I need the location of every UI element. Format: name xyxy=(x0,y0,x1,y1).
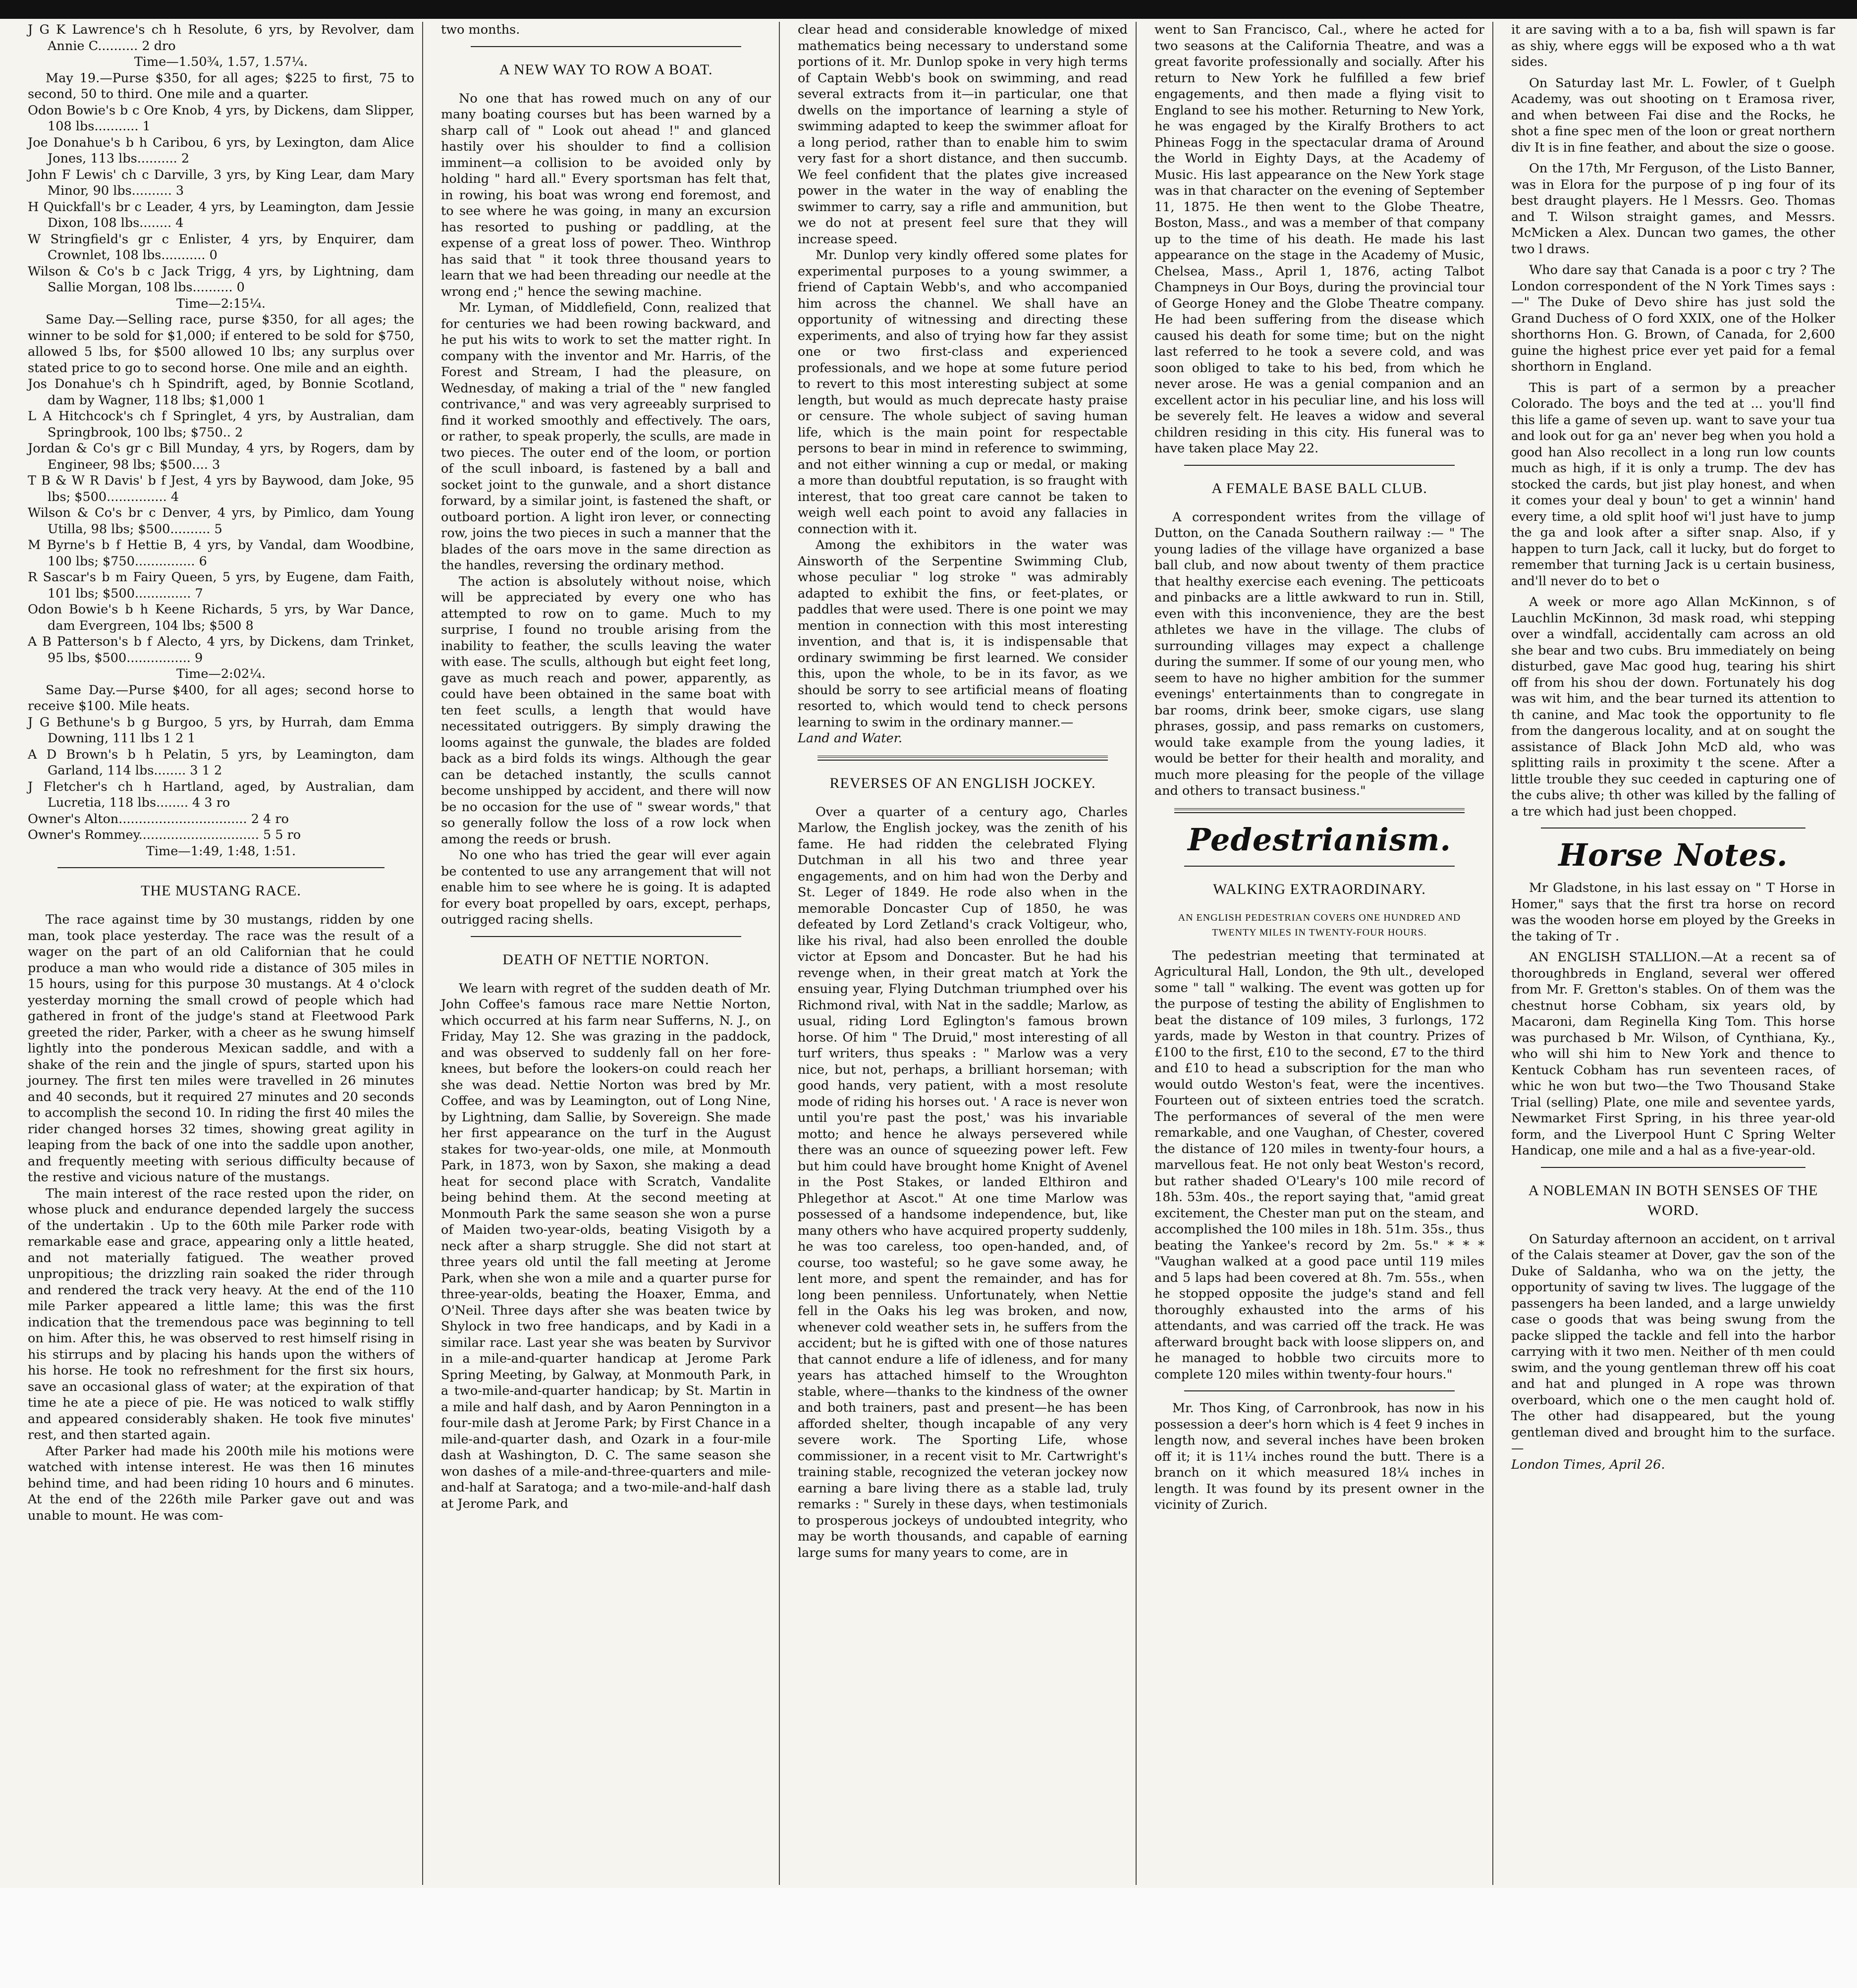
article-source: London Times, April 26. xyxy=(1511,1457,1665,1472)
race-entry: M Byrne's b f Hettie B, 4 yrs, by Vandal, dam Woodbine, 100 lbs; $750............... 6 xyxy=(28,538,414,569)
article-paragraph: clear head and considerable knowledge of mixed mathematics being necessary to understand some portions of it. Mr. Dunlop spoke in very high terms of Captain Webb's book on swimming, and read several extracts from it—in particular, one that dwells on the importance of learning a style of swimming adapted to keep the swimmer afloat for a long period, rather than to enable him to swim very fast for a short distance, and then succumb. We feel confident that the plates give increased power in the water in the way of enabling the swimmer to carry, say a rifle and ammunition, but we do not at present feel sure that they will increase speed. xyxy=(798,22,1128,247)
article-paragraph: AN ENGLISH STALLION.—At a recent sa of thoroughbreds in England, several wer offered from Mr. F. Gretton's stables. On of them was the chestnut horse Cobham, six years old, by Macaroni, dam Reginella King Tom. This horse was purchased b Mr. Wilson, of Cynthiana, Ky., who will shi him to New York and thence to Kentuck Cobham has run seventeen races, of whic he won but two—the Two Thousand Stake Trial (selling) Plate, one mile and seventee yards, Newmarket First Spring, in his three year-old form, and the Liverpool Hunt C Spring Welter Handicap, one mile and a hal as a five-year-old. xyxy=(1511,950,1835,1158)
race-entry: Jos Donahue's ch h Spindrift, aged, by Bonnie Scotland, dam by Wagner, 118 lbs; $1,000 1 xyxy=(28,377,414,408)
article-paragraph: Mr. Dunlop very kindly offered some plates for experimental purposes to a young swimmer, a friend of Captain Webb's, and who accompanied him across the channel. We shall have an opportunity of witnessing and directing these experiments, and also of trying how far they assist one or two first-class and experienced professionals, and we hope at some future period to revert to this most interesting subject at some length, but would as much deprecate hasty praise or censure. The whole subject of saving human life, which is the main point for respectable persons to bear in mind in reference to swimming, and not either winning a cup or medal, or making a more than doubtful reputation, is so fraught with interest, that too great care cannot be taken to weigh well each point to avoid any fallacies in connection with it. xyxy=(798,248,1128,537)
section-title-pedestrianism: Pedestrianism. xyxy=(1188,821,1451,858)
columns-container xyxy=(20,22,1843,1885)
article-paragraph: Who dare say that Canada is a poor c try ? The London correspondent of the N York Times says :—" The Duke of Devo shire has just sold the Grand Duchess of O ford XXIX, one of the Holker shorthorns Hon. G. Brown, of Canada, for 2,600 guine the highest price ever yet paid for a femal shorthorn in England. xyxy=(1511,263,1835,374)
article-headline: WALKING EXTRAORDINARY. xyxy=(1213,881,1426,897)
race-time: Time—2:02¼. xyxy=(176,666,266,681)
column-4 xyxy=(1147,22,1493,1885)
article-paragraph: On Saturday afternoon an accident, on t arrival of the Calais steamer at Dover, gav the son of the Duke of Saldanha, who wa on the jetty, the opportunity of saving tw lives. The luggage of the passengers ha been landed, and a large unwieldy case o goods that was being swung from the packe slipped the tackle and fell into the harbor carrying with it two men. Neither of th men could swim, and the young gentleman threw off his coat and hat and plunged in A rope was thrown overboard, which one o the men caught hold of. The other had disappeared, but the young gentleman dived and brought him to the surface.— xyxy=(1511,1231,1835,1456)
section-rule xyxy=(471,46,741,47)
column-3 xyxy=(790,22,1137,1885)
article-paragraph: No one that has rowed much on any of our many boating courses but has been warned by a sharp call of " Look out ahead !" and glanced hastily over his shoulder to find a collision imminent—a collision to be avoided only by holding " hard all." Every sportsman has felt that, in rowing, his boat was wrong end foremost, and to see where he was going, in many an excursion has resorted to pushing or paddling, at the expense of a great loss of power. Theo. Winthrop has said that " it took three thousand years to learn that we had been threading our needle at the wrong end ;" hence the sewing machine. xyxy=(441,91,771,299)
race-entry: Wilson & Co's b c Jack Trigg, 4 yrs, by Lightning, dam Sallie Morgan, 108 lbs.......... 0 xyxy=(28,264,414,295)
article-headline: REVERSES OF AN ENGLISH JOCKEY. xyxy=(829,774,1096,791)
race-entry: J G Bethune's b g Burgoo, 5 yrs, by Hurrah, dam Emma Downing, 111 lbs 1 2 1 xyxy=(28,715,414,746)
race-description: May 19.—Purse $350, for all ages; $225 to first, 75 to second, 50 to third. One mile and a quarter. xyxy=(28,70,414,102)
race-entry: H Quickfall's br c Leader, 4 yrs, by Leamington, dam Jessie Dixon, 108 lbs........ 4 xyxy=(28,199,414,230)
race-entry: T B & W R Davis' b f Jest, 4 yrs by Baywood, dam Joke, 95 lbs; $500............... 4 xyxy=(28,473,414,504)
race-entry: J Fletcher's ch h Hartland, aged, by Australian, dam Lucretia, 118 lbs........ 4 3 ro xyxy=(28,779,414,810)
column-1 xyxy=(20,22,423,1885)
race-entry: Odon Bowie's b c Ore Knob, 4 yrs, by Dickens, dam Slipper, 108 lbs........... 1 xyxy=(28,103,414,134)
article-continuation: two months. xyxy=(441,22,520,37)
article-paragraph: The main interest of the race rested upon the rider, on whose pluck and endurance depended largely the success of the undertakin . Up to the 60th mile Parker rode with remarkable ease and grace, appearing only a little heated, and not materially fatigued. The weather proved unpropitious; the drizzling rain soaked the rider through and rendered the track very heavy. At the end of the 110 mile Parker appeared a little lame; this was the first indication that the tremendous pace was beginning to tell on him. After this, he was observed to rest himself rising in his stirrups and by placing his hands upon the withers of his horse. He took no refreshment for the first six hours, save an occasional glass of water; at the expiration of that time he ate a piece of pie. He was noticed to walk stiffly and appeared considerably shaken. He took five minutes' rest, and then started again. xyxy=(28,1186,414,1442)
section-rule xyxy=(1184,465,1455,466)
race-entry: Owner's Alton................................ 2 4 ro xyxy=(28,811,289,827)
article-paragraph: went to San Francisco, Cal., where he acted for two seasons at the California Theatre, and was a great favorite professionally and socially. After his return to New York he fulfilled a few brief engagements, and then made a flying visit to England to see his mother. Returning to New York, he was engaged by the Kiralfy Brothers to act Phineas Fogg in the spectacular drama of Around the World in Eighty Days, at the Academy of Music. His last appearance on the New York stage was in that character on the evening of September 11, 1875. He then went to the Globe Theatre, Boston, Mass., and was a member of that company up to the time of his death. He made his last appearance on the stage in the Academy of Music, Chelsea, Mass., April 1, 1876, acting Talbot Champneys in Our Boys, during the provincial tour of George Honey and the Globe Theatre company. He had been suffering from the disease which caused his death for some time; but on the night last referred to he took a severe cold, and was soon obliged to take to his bed, from which he never arose. He was a genial companion and an excellent actor in his peculiar line, and his loss will be severely felt. He leaves a widow and several children residing in this city. His funeral was to have taken place May 22. xyxy=(1154,22,1484,456)
double-rule xyxy=(1174,808,1465,813)
race-entry: Joe Donahue's b h Caribou, 6 yrs, by Lexington, dam Alice Jones, 113 lbs.......... 2 xyxy=(28,135,414,166)
top-border-rule xyxy=(0,0,1857,19)
article-paragraph: Mr. Thos King, of Carronbrook, has now in his possession a deer's horn which is 4 feet 9 inches in length now, and several inches have been broken off it; it is 11¼ inches round the butt. There is a branch on it which measured 18¼ inches in length. It was found by its present owner in the vicinity of Zurich. xyxy=(1154,1401,1484,1512)
article-paragraph: The action is absolutely without noise, which will be appreciated by every one who has attempted to row on to game. Much to my surprise, I found no trouble arising from the inability to feather, the sculls leaving the water with ease. The sculls, although but eight feet long, gave as much reach and power, apparently, as could have been obtained in the same boat with ten feet sculls, a length that would have necessitated outriggers. By simply drawing the looms against the gunwale, the blades are folded back as a bird folds its wings. Although the gear can be detached instantly, the sculls cannot become unshipped by accident, and there will now be no occasion for the use of " swear words," that so generally follow the loss of a row lock when among the reeds or brush. xyxy=(441,574,771,847)
article-paragraph: We learn with regret of the sudden death of Mr. John Coffee's famous race mare Nettie Norton, which occurred at his farm near Sufferns, N. J., on Friday, May 12. She was grazing in the paddock, and was observed to suddenly fall on her fore-knees, but before the lookers-on could reach her she was dead. Nettie Norton was bred by Mr. Coffee, and was by Leamington, out of Long Nine, by Lightning, dam Sallie, by Sovereign. She made her first appearance on the turf in the August stakes for two-year-olds, one mile, at Monmouth Park, in 1873, won by Saxon, she making a dead heat for second place with Scratch, Vandalite being behind them. At the second meeting at Monmouth Park the same season she won a purse of Maiden two-year-olds, beating Visigoth by a neck after a sharp struggle. She did not start at three years old until the fall meeting at Jerome Park, when she won a mile and a quarter purse for three-year-olds, beating the Hoaxer, Emma, and O'Neil. Three days after she was beaten twice by Shylock in two free handicaps, and by Kadi in a similar race. Last year she was beaten by Survivor in a mile-and-quarter handicap at Jerome Park Spring Meeting, by Galway, at Monmouth Park, in a two-mile-and-quarter handicap; by St. Martin in a mile and half dash, and by Aaron Pennington in a four-mile dash at Jerome Park; by First Chance in a mile-and-quarter dash, and Ozark in a four-mile dash at Washington, D. C. The same season she won dashes of a mile-and-three-quarters and mile-and-half at Saratoga; and a two-mile-and-half dash at Jerome Park, and xyxy=(441,981,771,1511)
section-rule xyxy=(1184,866,1455,867)
article-paragraph: This is part of a sermon by a preacher Colorado. The boys and the ted at ... you'll find this life a game of seven up. want to save your tua and look out for ga an' never beg when you hold a good han Also recollect in a long run low counts much as high, if it is only a trump. The dev has stocked the cards, but jist play honest, and when it comes your deal y boun' to get a winnin' hand every time, a old split hoof wi'l just have to jump the ga and look after a sifter snap. Also, if y happen to turn Jack, call it lucky, but do forget to remember that turning Jack is u certain business, and'll never do to bet o xyxy=(1511,380,1835,589)
article-paragraph: The race against time by 30 mustangs, ridden by one man, took place yesterday. The race was the result of a wager on the part of an old Californian that he could produce a man who would ride a distance of 305 miles in 15 hours, using for this purpose 30 mustangs. At 4 o'clock yesterday morning the small crowd of people which had gathered in front of the judge's stand at Fleetwood Park greeted the rider, Parker, with a cheer as he swung himself lightly into the ponderous Mexican saddle, and with a shake of the rein and the jingle of spurs, started upon his journey. The first ten miles were travelled in 26 minutes and 40 seconds, but it required 27 minutes and 20 seconds to accomplish the second 10. In riding the first 40 miles the rider changed horses 32 times, showing great agility in leaping from the back of one into the saddle upon another, and frequently meeting with serious difficulty because of the restive and vicious nature of the mustangs. xyxy=(28,912,414,1185)
page-bottom-margin xyxy=(0,1888,1857,1988)
article-paragraph: A correspondent writes from the village of Dutton, on the Canada Southern railway :— " The young ladies of the village have organized a base ball club, and now about twenty of them practice that healthy exercise each evening. The petticoats and pinbacks are a little awkward to run in. Still, even with this inconvenience, they are the best athletes we have in the village. The clubs of surrounding villages may expect a challenge during the summer. If some of our young men, who seem to have no higher ambition for the summer evenings' entertainments than to congregate in bar rooms, drink beer, smoke cigars, use slang phrases, gossip, and pass remarks on customers, would take example from the young ladies, it would be better for their health and morality, and much more pleasing for the people of the village and others to transact business." xyxy=(1154,509,1484,798)
article-paragraph: Among the exhibitors in the water was Ainsworth of the Serpentine Swimming Club, whose peculiar " log stroke " was admirably adapted to exhibit the fins, or feet-plates, or paddles that were used. There is one point we may mention in connection with this most interesting invention, and that is, it is indispensable that ordinary swimming be first learned. We consider this, upon the whole, to be in its favor, as we should be sorry to see artificial means of floating resorted to, which would tend to check persons learning to swim in the ordinary manner.— xyxy=(798,538,1128,730)
article-paragraph: A week or more ago Allan McKinnon, s of Lauchlin McKinnon, 3d mask road, whi stepping over a windfall, accidentally cam across an old she bear and two cubs. Bru immediately on being disturbed, gave Mac good hug, tearing his shirt off from his shou der down. Fortunately his dog was wit him, and the bear turned its attention to th canine, and Mac took the opportunity to fle from the dangerous locality, and at on sought the assistance of Black John McD ald, who was splitting rails in proximity t the scene. After a little trouble they suc ceeded in capturing one of the cubs alive; th other was killed by the falling of a tre which had just been chopped. xyxy=(1511,595,1835,819)
race-entry: A D Brown's b h Pelatin, 5 yrs, by Leamington, dam Garland, 114 lbs........ 3 1 2 xyxy=(28,747,414,778)
race-description: Same Day.—Purse $400, for all ages; second horse to receive $100. Mile heats. xyxy=(28,682,414,714)
column-2 xyxy=(433,22,780,1885)
race-entry: R Sascar's b m Fairy Queen, 5 yrs, by Eugene, dam Faith, 101 lbs; $500.............. 7 xyxy=(28,570,414,601)
section-rule xyxy=(1184,1390,1455,1391)
article-headline: A FEMALE BASE BALL CLUB. xyxy=(1211,480,1427,497)
section-rule xyxy=(1541,1167,1805,1168)
race-entry: Jordan & Co's gr c Bill Munday, 4 yrs, by Rogers, dam by Engineer, 98 lbs; $500.... 3 xyxy=(28,441,414,472)
article-headline: A NOBLEMAN IN BOTH SENSES OF THE WORD. xyxy=(1528,1182,1818,1218)
double-rule xyxy=(818,756,1108,761)
column-5 xyxy=(1503,22,1843,1885)
race-entry: Odon Bowie's b h Keene Richards, 5 yrs, by War Dance, dam Evergreen, 104 lbs; $500 8 xyxy=(28,602,414,633)
section-title-horse-notes: Horse Notes. xyxy=(1558,837,1788,873)
race-entry: W Stringfield's gr c Enlister, 4 yrs, by Enquirer, dam Crownlet, 108 lbs........... 0 xyxy=(28,231,414,263)
race-description: Same Day.—Selling race, purse $350, for all ages; the winner to be sold for $1,000; if entered to be sold for $750, allowed 5 lbs, for $500 allowed 10 lbs; any surplus over stated price to go to second horse. One mile and an eighth. xyxy=(28,312,414,376)
race-entry: J G K Lawrence's ch h Resolute, 6 yrs, by Revolver, dam Annie C.......... 2 dro xyxy=(28,22,414,54)
race-entry: A B Patterson's b f Alecto, 4 yrs, by Dickens, dam Trinket, 95 lbs, $500................ 9 xyxy=(28,634,414,665)
article-headline: THE MUSTANG RACE. xyxy=(141,883,301,899)
race-time: Time—1.50¾, 1.57, 1.57¼. xyxy=(134,55,308,69)
article-paragraph: Over a quarter of a century ago, Charles Marlow, the English jockey, was the zenith of his fame. He had ridden the celebrated Flying Dutchman in all his two and three year engagements, and on him had won the Derby and St. Leger of 1849. He rode also when in the memorable Doncaster Cup of 1850, he was defeated by Lord Zetland's crack Voltigeur, who, like his rival, had also been enrolled the double victor at Epsom and Doncaster. But he had his revenge when, in their great match at York the ensuing year, Flying Dutchman triumphed over his Richmond rival, with Nat in the saddle; Marlow, as usual, riding Lord Eglington's famous brown horse. Of him " The Druid," most interesting of all turf writers, thus speaks : " Marlow was a very nice, but not, perhaps, a brilliant horseman; with good hands, very patient, with a most resolute mode of riding his horses out. ' A race is never won until you're past the post,' was his invariable motto; and hence he always persevered while there was an ounce of squeezing power left. Few but him could have brought home Knight of Avenel in the Post Stakes, or landed Elthiron and Phlegethor at Ascot." At one time Marlow was possessed of a handsome independence, but, like many others who have acquired property suddenly, he was too careless, too open-handed, and, of course, too wasteful; so he gave some away, he lent more, and spent the remainder, and has for long been penniless. Unfortunately, when Nettie fell in the Oaks his leg was broken, and now, whenever cold weather sets in, he suffers from the accident; but he is gifted with one of those natures that cannot endure a life of idleness, and for many years has attached himself to the Wroughton stable, where—thanks to the kindness of the owner and both trainers, past and present—he has been afforded shelter, though incapable of any very severe work. The Sporting Life, whose commissioner, in a recent visit to Mr. Cartwright's training stable, recognized the veteran jockey now earning a bare living there as a stable lad, truly remarks : " Surely in these days, when testimonials to prosperous jockeys of undoubted integrity, who may be worth thousands, and capable of earning large sums for many years to come, are in xyxy=(798,804,1128,1560)
article-paragraph: On the 17th, Mr Ferguson, of the Listo Banner, was in Elora for the purpose of p ing four of its best draught players. He l Messrs. Geo. Thomas and T. Wilson straight games, and Messrs. McMicken a Alex. Duncan two games, the other two l draws. xyxy=(1511,161,1835,257)
article-headline: A NEW WAY TO ROW A BOAT. xyxy=(499,61,713,78)
article-paragraph: After Parker had made his 200th mile his motions were watched with intense interest. He was then 16 minutes behind time, and had been riding 10 hours and 6 minutes. At the end of the 226th mile Parker gave out and was unable to mount. He was com- xyxy=(28,1443,414,1523)
article-paragraph: The pedestrian meeting that terminated at Agricultural Hall, London, the 9th ult., developed some " tall " walking. The event was gotten up for the purpose of testing the ability of Englishmen to beat the distance of 109 miles, 3 furlongs, 172 yards, made by Weston in that country. Prizes of £100 to the first, £10 to the second, £7 to the third and £10 to head a subscription for the man who would outdo Weston's feat, were the incentives. Fourteen out of sixteen entries toed the scratch. The performances of several of the men were remarkable, and one Vaughan, of Chester, covered the distance of 120 miles in twenty-four hours, a marvellous feat. He not only beat Weston's record, but rather shaded O'Leary's 100 mile record of 18h. 53m. 40s., the report saying that, "amid great excitement, the Chester man put on the steam, and accomplished the 100 miles in 18h. 51m. 35s., thus beating the Yankee's record by 2m. 5s." * * * "Vaughan walked at a good pace until 119 miles and 5 laps had been covered at 8h. 7m. 55s., when he stopped opposite the judge's stand and fell thoroughly exhausted into the arms of his attendants, and was carried off the track. He was afterward brought back with loose slippers on, and he managed to hobble two circuits more to complete 120 miles within twenty-four hours." xyxy=(1154,948,1484,1382)
race-time: Time—2:15¼. xyxy=(176,296,266,311)
race-entry: L A Hitchcock's ch f Springlet, 4 yrs, by Australian, dam Springbrook, 100 lbs; $750.. 2 xyxy=(28,409,414,440)
article-subheadline: AN ENGLISH PEDESTRIAN COVERS ONE HUNDRED AND TWENTY MILES IN TWENTY-FOUR HOURS. xyxy=(1178,912,1461,938)
article-headline: DEATH OF NETTIE NORTON. xyxy=(502,951,710,968)
race-time: Time—1:49, 1:48, 1:51. xyxy=(146,843,296,859)
article-paragraph: On Saturday last Mr. L. Fowler, of t Guelph Academy, was out shooting on t Eramosa river, and when between Fai dise and the Rocks, he shot a fine spec men of the loon or great northern div It is in fine feather, and about the size o goose. xyxy=(1511,75,1835,155)
article-paragraph: Mr Gladstone, in his last essay on " T Horse in Homer," says that the first tra horse on record was the wooden horse em ployed by the Greeks in the taking of Tr . xyxy=(1511,881,1835,944)
race-entry: Owner's Rommey.............................. 5 5 ro xyxy=(28,828,301,842)
section-rule xyxy=(57,867,384,868)
article-paragraph: No one who has tried the gear will ever again be contented to use any arrangement that will not enable him to see where he is going. It is adapted for every boat propelled by oars, except, perhaps, outrigged racing shells. xyxy=(441,848,771,927)
section-rule xyxy=(471,936,741,937)
race-entry: Wilson & Co's br c Denver, 4 yrs, by Pimlico, dam Young Utilla, 98 lbs; $500.......... 5 xyxy=(28,505,414,537)
article-source: Land and Water. xyxy=(798,731,903,746)
race-entry: John F Lewis' ch c Darville, 3 yrs, by King Lear, dam Mary Minor, 90 lbs.......... 3 xyxy=(28,167,414,198)
article-paragraph: it are saving with a to a ba, fish will spawn is far as shiy, where eggs will be exposed who a th wat sides. xyxy=(1511,22,1835,69)
article-paragraph: Mr. Lyman, of Middlefield, Conn, realized that for centuries we had been rowing backward, and he put his wits to work to set the matter right. In company with the inventor and Mr. Harris, of the Forest and Stream, I had the pleasure, on Wednesday, of making a trial of the " new fangled contrivance," and was very agreeably surprised to find it worked smoothly and effectively. The oars, or rather, to speak properly, the sculls, are made in two pieces. The outer end of the loom, or portion of the scull inboard, is fastened by a ball and socket joint to the gunwale, and a short distance forward, by a similar joint, is fastened the shaft, or outboard portion. A light iron lever, or connecting row, joins the two pieces in such a manner that the blades of the oars move in the same direction as the handles, reversing the ordinary method. xyxy=(441,300,771,573)
